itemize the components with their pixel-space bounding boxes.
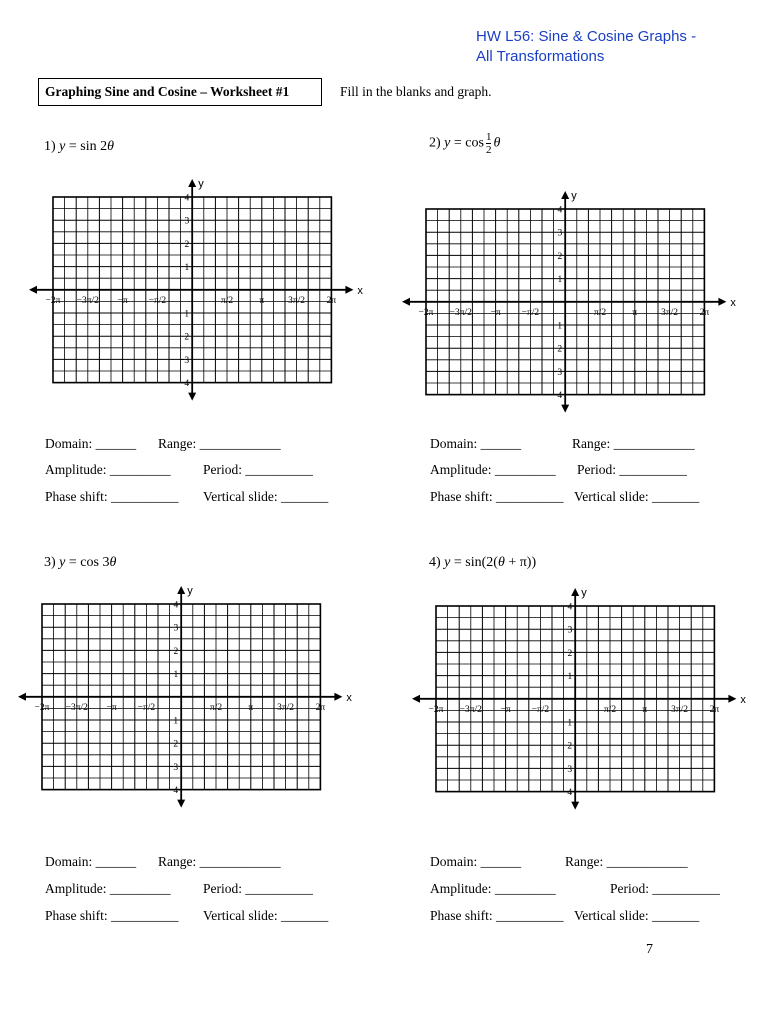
y-tick-label: 1 <box>567 672 573 683</box>
y-tick-label: −2 <box>562 741 573 752</box>
p2-range[interactable]: Range: ____________ <box>572 436 695 451</box>
equation-tail: + π)) <box>504 555 537 570</box>
y-tick-label: 3 <box>184 216 190 227</box>
x-tick-label: −π <box>106 702 117 713</box>
x-axis-arrow-right <box>718 298 726 306</box>
x-tick-label: −π/2 <box>521 307 540 318</box>
y-axis-arrow-up <box>561 191 569 199</box>
graph-3[interactable] <box>16 578 352 818</box>
x-tick-label: π/2 <box>209 702 223 713</box>
problem-number: 3) <box>44 555 56 570</box>
x-axis-arrow-left <box>402 298 410 306</box>
p2-period[interactable]: Period: __________ <box>577 462 687 477</box>
x-tick-label: π/2 <box>220 295 234 306</box>
x-tick-label: 2π <box>709 704 720 715</box>
x-tick-label: 3π/2 <box>277 702 295 713</box>
y-tick-label: −3 <box>168 762 179 773</box>
y-axis-label: y <box>198 178 204 190</box>
equation-rhs: = cos <box>450 135 484 151</box>
x-tick-label: −π/2 <box>148 295 167 306</box>
y-axis-arrow-up <box>177 586 185 594</box>
x-axis-arrow-left <box>29 286 37 294</box>
y-tick-label: −4 <box>552 391 563 402</box>
p2-phase-shift[interactable]: Phase shift: __________ <box>430 489 564 504</box>
y-axis-label: y <box>571 190 577 202</box>
x-tick-label: π/2 <box>603 704 617 715</box>
x-tick-label: π <box>632 307 638 318</box>
p2-amplitude[interactable]: Amplitude: _________ <box>430 462 556 477</box>
x-tick-label: −2π <box>45 295 61 306</box>
problem-4-label <box>429 555 536 571</box>
x-axis-label: x <box>740 693 746 706</box>
y-axis-arrow-down <box>188 393 196 401</box>
equation-rhs: = cos 3 <box>65 555 110 570</box>
y-tick-label: −2 <box>179 332 190 343</box>
p3-vertical-slide[interactable]: Vertical slide: _______ <box>203 908 329 923</box>
fraction <box>486 131 492 156</box>
y-tick-label: −1 <box>552 321 563 332</box>
y-tick-label: −3 <box>552 367 563 378</box>
p1-phase-shift[interactable]: Phase shift: __________ <box>45 489 179 504</box>
y-axis-arrow-up <box>188 179 196 187</box>
x-axis-arrow-right <box>334 693 342 701</box>
x-axis-arrow-right <box>728 695 736 703</box>
equation-theta: θ <box>497 555 505 570</box>
y-tick-label: 3 <box>173 623 179 634</box>
y-tick-label: −1 <box>562 718 573 729</box>
instructions: Fill in the blanks and graph. <box>340 84 492 99</box>
graph-2[interactable] <box>403 182 736 422</box>
y-tick-label: 4 <box>184 193 190 204</box>
y-tick-label: 2 <box>184 239 190 250</box>
hw-title-line1: HW L56: Sine & Cosine Graphs - <box>476 28 697 45</box>
y-tick-label: 1 <box>557 275 563 286</box>
x-axis-arrow-left <box>412 695 420 703</box>
y-axis-arrow-up <box>571 588 579 596</box>
y-tick-label: −3 <box>179 355 190 366</box>
x-tick-label: −3π/2 <box>65 702 88 713</box>
y-tick-label: 2 <box>557 251 563 262</box>
x-tick-label: −π <box>117 295 128 306</box>
problem-2-label <box>429 131 500 156</box>
x-tick-label: 2π <box>315 702 326 713</box>
x-tick-label: −3π/2 <box>76 295 99 306</box>
worksheet-title: Graphing Sine and Cosine – Worksheet #1 <box>38 78 322 106</box>
x-tick-label: 3π/2 <box>661 307 679 318</box>
x-tick-label: −2π <box>428 704 444 715</box>
y-tick-label: 1 <box>184 263 190 274</box>
p1-amplitude[interactable]: Amplitude: _________ <box>45 462 171 477</box>
x-tick-label: π <box>642 704 648 715</box>
y-tick-label: 4 <box>567 602 573 613</box>
x-tick-label: 3π/2 <box>671 704 689 715</box>
y-tick-label: −2 <box>168 739 179 750</box>
equation-theta: θ <box>109 555 117 570</box>
x-tick-label: −π/2 <box>531 704 550 715</box>
x-tick-label: −π/2 <box>137 702 156 713</box>
fraction-numerator: 1 <box>485 131 492 143</box>
hw-title-line2: All Transformations <box>476 48 605 65</box>
p3-amplitude[interactable]: Amplitude: _________ <box>45 881 171 896</box>
x-axis-label: x <box>346 691 352 704</box>
x-tick-label: −2π <box>34 702 50 713</box>
p1-period[interactable]: Period: __________ <box>203 462 313 477</box>
equation-lhs: y <box>59 139 66 154</box>
p4-period[interactable]: Period: __________ <box>610 881 720 896</box>
problem-1-label <box>44 139 114 155</box>
y-tick-label: 3 <box>557 228 563 239</box>
page-number: 7 <box>646 942 653 957</box>
x-tick-label: −π <box>490 307 501 318</box>
equation-theta: θ <box>493 135 501 151</box>
x-tick-label: −3π/2 <box>459 704 482 715</box>
y-axis-arrow-down <box>571 802 579 810</box>
equation-lhs: y <box>444 135 451 151</box>
y-axis-label: y <box>581 587 587 599</box>
x-axis-arrow-left <box>18 693 26 701</box>
p4-range[interactable]: Range: ____________ <box>565 854 688 869</box>
p4-amplitude[interactable]: Amplitude: _________ <box>430 881 556 896</box>
x-tick-label: −π <box>500 704 511 715</box>
y-tick-label: 1 <box>173 670 179 681</box>
y-axis-label: y <box>187 585 193 597</box>
y-tick-label: −4 <box>562 788 573 799</box>
problem-number: 4) <box>429 555 441 570</box>
problem-number: 2) <box>429 135 441 151</box>
p1-vertical-slide[interactable]: Vertical slide: _______ <box>203 489 329 504</box>
y-tick-label: 3 <box>567 625 573 636</box>
p4-vertical-slide[interactable]: Vertical slide: _______ <box>574 908 700 923</box>
y-tick-label: −4 <box>179 379 190 390</box>
x-tick-label: −3π/2 <box>449 307 472 318</box>
p3-phase-shift[interactable]: Phase shift: __________ <box>45 908 179 923</box>
y-tick-label: −4 <box>168 786 179 797</box>
x-axis-label: x <box>730 296 736 309</box>
equation-theta: θ <box>107 139 115 154</box>
x-tick-label: 3π/2 <box>288 295 306 306</box>
y-tick-label: −3 <box>562 764 573 775</box>
x-tick-label: π <box>248 702 254 713</box>
x-tick-label: 2π <box>326 295 337 306</box>
p3-domain[interactable]: Domain: ______ <box>45 854 137 869</box>
y-tick-label: −2 <box>552 344 563 355</box>
hw-title <box>476 27 756 67</box>
x-tick-label: −2π <box>418 307 434 318</box>
x-tick-label: π/2 <box>593 307 607 318</box>
fraction-denominator: 2 <box>485 144 492 156</box>
y-axis-arrow-down <box>561 405 569 413</box>
equation-lhs: y <box>59 555 66 570</box>
p1-range[interactable]: Range: ____________ <box>158 436 281 451</box>
x-tick-label: π <box>259 295 265 306</box>
p2-domain[interactable]: Domain: ______ <box>430 436 522 451</box>
y-tick-label: 2 <box>567 648 573 659</box>
p1-domain[interactable]: Domain: ______ <box>45 436 137 451</box>
y-axis-arrow-down <box>177 800 185 808</box>
y-tick-label: −1 <box>168 716 179 727</box>
x-axis-label: x <box>357 284 363 297</box>
p4-phase-shift[interactable]: Phase shift: __________ <box>430 908 564 923</box>
equation-rhs: = sin(2( <box>450 555 498 570</box>
y-tick-label: 2 <box>173 646 179 657</box>
equation-rhs: = sin 2 <box>65 139 108 154</box>
y-tick-label: −1 <box>179 309 190 320</box>
equation-lhs: y <box>444 555 451 570</box>
p4-domain[interactable]: Domain: ______ <box>430 854 522 869</box>
y-tick-label: 4 <box>557 205 563 216</box>
p3-period[interactable]: Period: __________ <box>203 881 313 896</box>
p3-range[interactable]: Range: ____________ <box>158 854 281 869</box>
x-axis-arrow-right <box>345 286 353 294</box>
x-tick-label: 2π <box>699 307 710 318</box>
p2-vertical-slide[interactable]: Vertical slide: _______ <box>574 489 700 504</box>
problem-number: 1) <box>44 139 56 154</box>
graph-4[interactable] <box>410 582 745 822</box>
problem-3-label <box>44 555 116 571</box>
y-tick-label: 4 <box>173 600 179 611</box>
graph-1[interactable] <box>30 170 363 410</box>
